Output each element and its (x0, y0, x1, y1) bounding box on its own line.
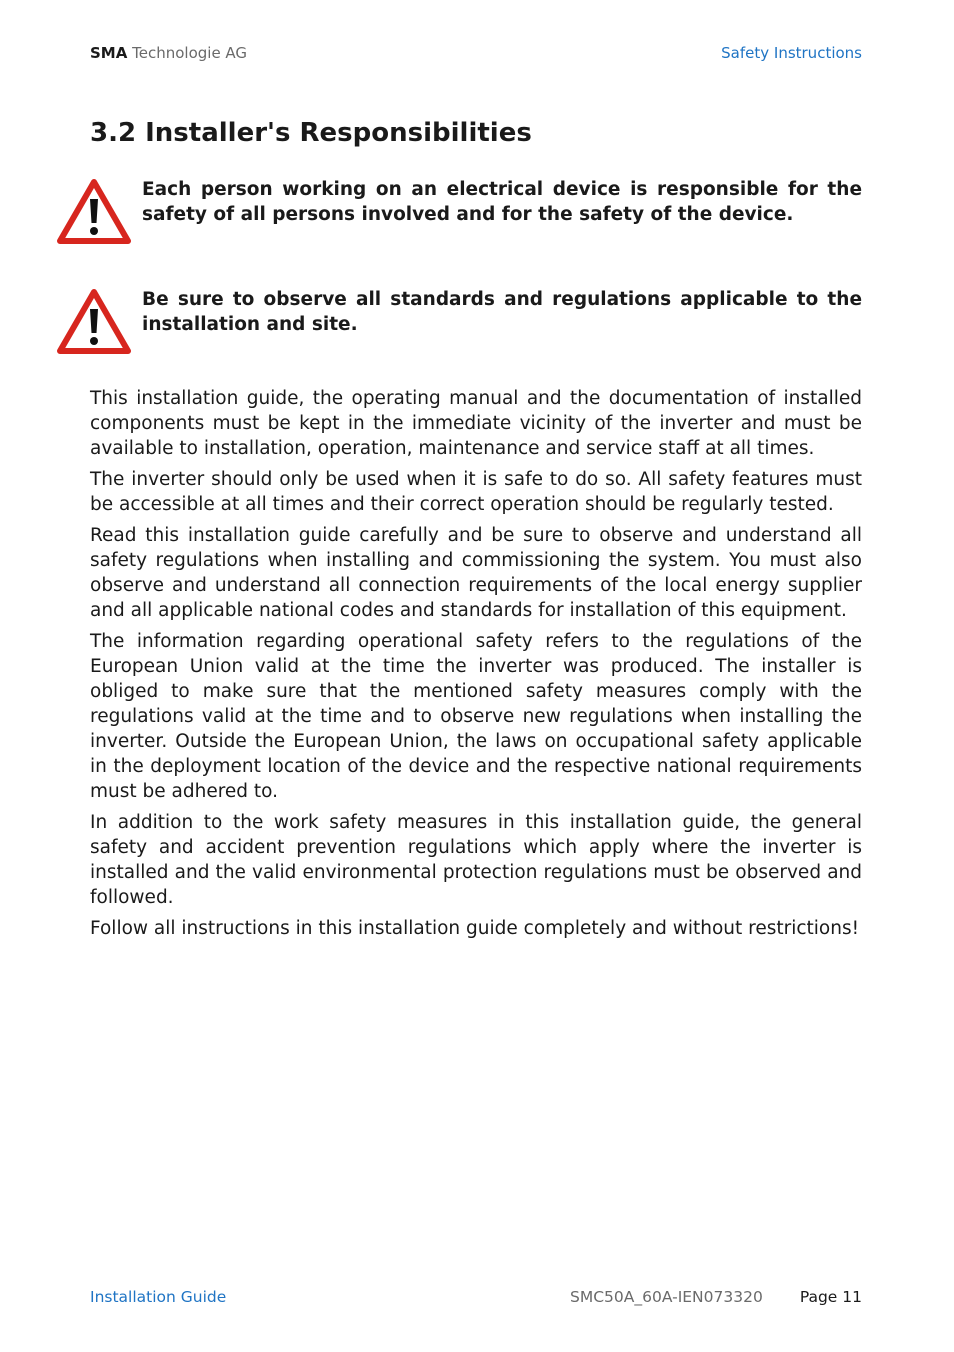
document-id: SMC50A_60A-IEN073320 (570, 1288, 763, 1306)
section-name: Safety Instructions (721, 44, 862, 62)
page-header (90, 44, 862, 68)
company-name (90, 44, 247, 62)
document-type: Installation Guide (90, 1288, 227, 1306)
paragraph: Read this installation guide carefully and be sure to observe and understand all safety regulations when installing and commissioning the system. You must also observe and understand all connection requirements of the local energy supplier and all applicable national codes and standards for installation of this equipment. (90, 525, 862, 621)
paragraph: This installation guide, the operating manual and the documentation of installed components must be kept in the immediate vicinity of the inverter and must be available to installation, operation, maintenance and service staff at all times. (90, 388, 862, 459)
page-title: 3.2 Installer's Responsibilities (90, 118, 532, 148)
paragraph: The inverter should only be used when it is safe to do so. All safety features must be accessible at all times and their correct operation should be regularly tested. (90, 469, 862, 515)
body-text (90, 386, 862, 947)
company-name-rest: Technologie AG (132, 44, 248, 62)
paragraph: The information regarding operational safety refers to the regulations of the European Union valid at the time the inverter was produced. The installer is obliged to make sure that the mentioned safety measures comply with the regulations valid at the time and to observe new regulations when installing the inverter. Outside the European Union, the laws on occupational safety applicable in the deployment location of the device and the respective national requirements must be adhered to. (90, 631, 862, 802)
warning-triangle-icon (56, 287, 132, 355)
page-footer (90, 1288, 862, 1312)
warning-text: Each person working on an electrical device is responsible for the safety of all persons involved and for the safety of the device. (142, 179, 862, 225)
warning-triangle-icon (56, 177, 132, 245)
paragraph: In addition to the work safety measures in this installation guide, the general safety and accident prevention regulations which apply where the inverter is installed and the valid environmental protection regulations must be observed and followed. (90, 812, 862, 908)
page-number: Page 11 (799, 1288, 862, 1306)
company-brand: SMA (90, 44, 128, 62)
warning-text: Be sure to observe all standards and regulations applicable to the installation and site. (142, 289, 862, 335)
paragraph: Follow all instructions in this installation guide completely and without restrictions! (90, 918, 860, 939)
